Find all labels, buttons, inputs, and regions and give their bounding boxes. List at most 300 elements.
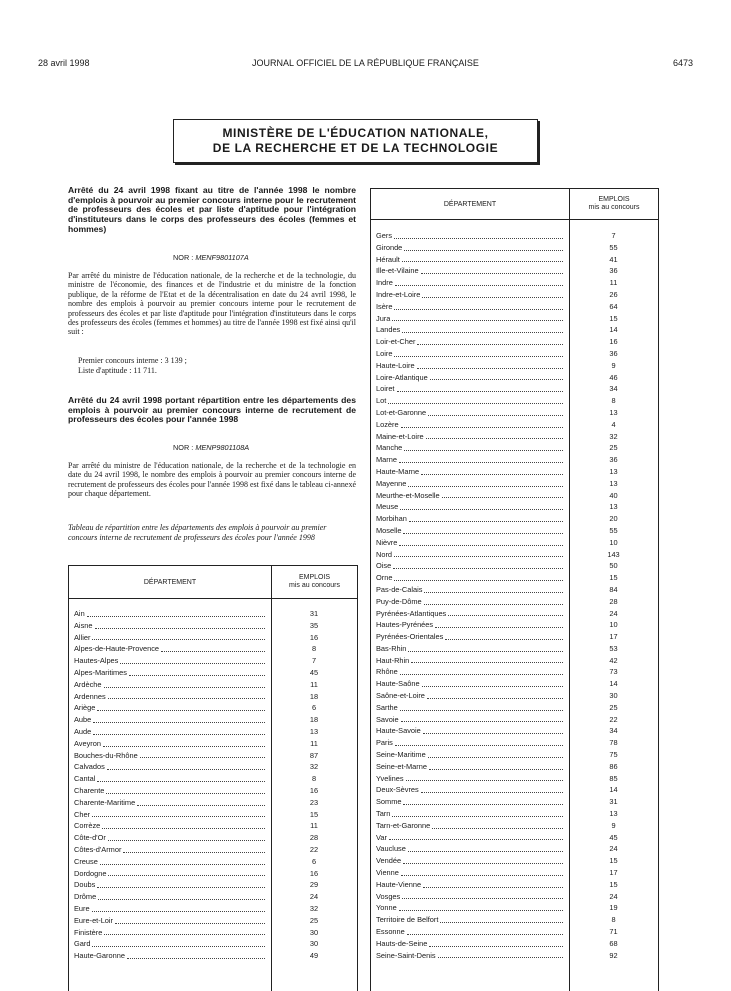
table-row bbox=[371, 891, 658, 903]
table-row bbox=[69, 761, 357, 773]
emplois-value: 10 bbox=[609, 537, 618, 547]
emplois-value: 18 bbox=[309, 715, 319, 725]
emplois-value: 34 bbox=[609, 384, 618, 394]
leader-dots bbox=[424, 592, 563, 593]
department-name: Aude bbox=[74, 726, 92, 736]
emplois-value: 11 bbox=[310, 821, 318, 831]
department-name: Alpes-Maritimes bbox=[74, 667, 127, 677]
leader-dots bbox=[95, 628, 265, 629]
emplois-value: 75 bbox=[609, 750, 618, 760]
department-name: Alpes-de-Haute-Provence bbox=[74, 644, 160, 654]
department-name: Territoire de Belfort bbox=[376, 915, 439, 925]
table-row bbox=[371, 395, 658, 407]
department-name: Vendée bbox=[376, 856, 402, 866]
emplois-value: 15 bbox=[309, 809, 319, 819]
article2-nor-code: MENP9801108A bbox=[195, 443, 250, 452]
leader-dots bbox=[92, 946, 265, 947]
department-name: Vienne bbox=[376, 868, 399, 878]
table-header bbox=[69, 566, 357, 599]
leader-dots bbox=[120, 663, 265, 664]
article1-line1: Premier concours interne : 3 139 ; bbox=[78, 356, 187, 365]
emplois-value: 14 bbox=[609, 325, 618, 335]
leader-dots bbox=[388, 403, 563, 404]
department-name: Puy-de-Dôme bbox=[376, 596, 422, 606]
department-name: Nièvre bbox=[376, 537, 398, 547]
department-name: Haute-Vienne bbox=[376, 879, 422, 889]
table-row bbox=[371, 537, 658, 549]
column-header-department: DÉPARTEMENT bbox=[69, 566, 272, 598]
article2-title: Arrêté du 24 avril 1998 portant répartition entre les départements des emplois à pourvoir au premier concours interne de recrutement de professeurs des écoles pour l'année 1998 bbox=[68, 395, 356, 425]
emplois-value: 32 bbox=[309, 762, 319, 772]
emplois-value: 13 bbox=[609, 407, 618, 417]
leader-dots bbox=[100, 864, 265, 865]
table-row bbox=[69, 679, 357, 691]
department-name: Manche bbox=[376, 443, 403, 453]
emplois-value: 25 bbox=[609, 443, 618, 453]
emplois-value: 9 bbox=[611, 360, 616, 370]
article2-nor-label: NOR : bbox=[173, 443, 194, 452]
leader-dots bbox=[102, 828, 265, 829]
table-row bbox=[69, 820, 357, 832]
department-name: Saône-et-Loire bbox=[376, 691, 425, 701]
table-row bbox=[371, 313, 658, 325]
table-row bbox=[371, 383, 658, 395]
table-row bbox=[371, 690, 658, 702]
leader-dots bbox=[421, 792, 563, 793]
leader-dots bbox=[394, 356, 563, 357]
table-row bbox=[371, 372, 658, 384]
emplois-value: 45 bbox=[609, 832, 618, 842]
table-row bbox=[69, 702, 357, 714]
leader-dots bbox=[87, 616, 265, 617]
leader-dots bbox=[104, 687, 265, 688]
leader-dots bbox=[403, 804, 563, 805]
table-row bbox=[371, 926, 658, 938]
table-row bbox=[69, 608, 357, 620]
leader-dots bbox=[401, 427, 563, 428]
department-name: Côte-d'Or bbox=[74, 833, 106, 843]
emplois-value: 85 bbox=[609, 773, 618, 783]
leader-dots bbox=[403, 863, 563, 864]
department-name: Haute-Garonne bbox=[74, 951, 125, 961]
emplois-value: 15 bbox=[609, 573, 618, 583]
department-name: Ain bbox=[74, 609, 85, 618]
emplois-value: 13 bbox=[609, 809, 618, 819]
ministry-heading-box bbox=[173, 119, 538, 163]
emplois-value: 13 bbox=[609, 466, 618, 476]
emplois-value: 15 bbox=[609, 879, 618, 889]
table-row bbox=[69, 643, 357, 655]
emplois-value: 86 bbox=[609, 761, 618, 771]
leader-dots bbox=[422, 686, 563, 687]
ministry-heading-line1: MINISTÈRE DE L'ÉDUCATION NATIONALE, bbox=[222, 126, 489, 140]
emplois-value: 16 bbox=[309, 632, 319, 642]
leader-dots bbox=[435, 627, 563, 628]
leader-dots bbox=[400, 509, 563, 510]
leader-dots bbox=[421, 273, 563, 274]
leader-dots bbox=[404, 450, 563, 451]
leader-dots bbox=[389, 839, 563, 840]
emplois-value: 55 bbox=[609, 242, 618, 252]
department-name: Ille-et-Vilaine bbox=[376, 266, 419, 276]
department-name: Mayenne bbox=[376, 478, 407, 488]
table-row bbox=[371, 242, 658, 254]
emplois-value: 8 bbox=[311, 774, 317, 784]
article1-line2: Liste d'aptitude : 11 711. bbox=[78, 366, 157, 375]
emplois-value: 31 bbox=[609, 797, 618, 807]
table-row bbox=[69, 620, 357, 632]
emplois-value: 7 bbox=[611, 231, 616, 240]
table-row bbox=[69, 832, 357, 844]
leader-dots bbox=[161, 651, 265, 652]
department-name: Dordogne bbox=[74, 868, 107, 878]
emplois-value: 46 bbox=[609, 372, 618, 382]
department-name: Hérault bbox=[376, 254, 400, 264]
department-name: Lot bbox=[376, 396, 387, 406]
article1-nor bbox=[173, 253, 249, 262]
table-row bbox=[371, 843, 658, 855]
department-name: Seine-et-Marne bbox=[376, 761, 427, 771]
table-header bbox=[371, 189, 658, 220]
column-header-department: DÉPARTEMENT bbox=[371, 189, 570, 219]
emplois-value: 17 bbox=[609, 868, 618, 878]
leader-dots bbox=[93, 722, 265, 723]
leader-dots bbox=[399, 462, 563, 463]
leader-dots bbox=[402, 332, 563, 333]
emplois-value: 30 bbox=[309, 927, 319, 937]
department-name: Gironde bbox=[376, 242, 403, 252]
table-row bbox=[371, 773, 658, 785]
table-row bbox=[371, 419, 658, 431]
emplois-value: 35 bbox=[309, 620, 319, 630]
department-name: Meurthe-et-Moselle bbox=[376, 490, 440, 500]
department-name: Var bbox=[376, 832, 387, 842]
table-row bbox=[371, 855, 658, 867]
table-row bbox=[371, 808, 658, 820]
table-row bbox=[69, 856, 357, 868]
leader-dots bbox=[402, 898, 563, 899]
leader-dots bbox=[393, 568, 563, 569]
department-name: Meuse bbox=[376, 502, 399, 512]
emplois-value: 14 bbox=[609, 679, 618, 689]
emplois-value: 25 bbox=[609, 702, 618, 712]
table-row bbox=[371, 549, 658, 561]
leader-dots bbox=[108, 875, 265, 876]
department-name: Loir-et-Cher bbox=[376, 337, 416, 347]
department-name: Haute-Marne bbox=[376, 466, 420, 476]
leader-dots bbox=[394, 556, 563, 557]
table-row bbox=[69, 938, 357, 950]
leader-dots bbox=[430, 379, 563, 380]
table-row bbox=[69, 773, 357, 785]
emplois-value: 13 bbox=[609, 478, 618, 488]
leader-dots bbox=[411, 662, 563, 663]
table-row bbox=[69, 667, 357, 679]
department-name: Loire-Atlantique bbox=[376, 372, 428, 382]
table-row bbox=[69, 903, 357, 915]
department-name: Pyrénées-Orientales bbox=[376, 632, 444, 642]
leader-dots bbox=[407, 934, 563, 935]
emplois-value: 7 bbox=[311, 656, 317, 666]
leader-dots bbox=[92, 911, 265, 912]
emplois-value: 29 bbox=[309, 880, 319, 890]
emplois-value: 24 bbox=[609, 844, 618, 854]
article1-title: Arrêté du 24 avril 1998 fixant au titre de l'année 1998 le nombre d'emplois à pourvoir au premier concours interne pour le recrutement de professeurs des écoles et par liste d'aptitude pour l'intégration d'instituteurs dans le corps des professeurs des écoles (femmes et hommes) bbox=[68, 185, 356, 234]
leader-dots bbox=[106, 793, 265, 794]
leader-dots bbox=[401, 875, 563, 876]
leader-dots bbox=[426, 438, 563, 439]
table-row bbox=[69, 844, 357, 856]
table-caption: Tableau de répartition entre les départements des emplois à pourvoir au premier concours interne de recrutement de professeurs des écoles pour l'année 1998 bbox=[68, 523, 327, 542]
table-row bbox=[371, 324, 658, 336]
table-row bbox=[69, 809, 357, 821]
table-row bbox=[371, 525, 658, 537]
leader-dots bbox=[448, 615, 563, 616]
leader-dots bbox=[406, 780, 563, 781]
table-row bbox=[371, 407, 658, 419]
table-row bbox=[371, 619, 658, 631]
leader-dots bbox=[432, 828, 563, 829]
leader-dots bbox=[400, 710, 563, 711]
department-name: Lot-et-Garonne bbox=[376, 407, 427, 417]
department-name: Lozère bbox=[376, 419, 399, 429]
emplois-value: 13 bbox=[609, 502, 618, 512]
table-row bbox=[371, 348, 658, 360]
emplois-value: 16 bbox=[309, 785, 319, 795]
table-row bbox=[69, 915, 357, 927]
emplois-value: 13 bbox=[309, 726, 319, 736]
table-row bbox=[371, 867, 658, 879]
leader-dots bbox=[429, 946, 563, 947]
table-row bbox=[371, 431, 658, 443]
emplois-value: 92 bbox=[609, 950, 618, 960]
table-row bbox=[371, 784, 658, 796]
emplois-value: 10 bbox=[609, 620, 618, 630]
leader-dots bbox=[92, 816, 265, 817]
leader-dots bbox=[421, 474, 563, 475]
table-row bbox=[371, 737, 658, 749]
department-name: Tarn bbox=[376, 809, 391, 819]
table-row bbox=[371, 254, 658, 266]
table-row bbox=[69, 950, 357, 962]
emplois-value: 22 bbox=[609, 714, 618, 724]
leader-dots bbox=[423, 887, 563, 888]
table-row bbox=[371, 478, 658, 490]
table-row bbox=[371, 796, 658, 808]
leader-dots bbox=[445, 639, 563, 640]
leader-dots bbox=[103, 746, 265, 747]
emplois-value: 30 bbox=[609, 691, 618, 701]
department-name: Loire bbox=[376, 348, 393, 358]
table-row bbox=[371, 879, 658, 891]
leader-dots bbox=[108, 840, 265, 841]
table-row bbox=[371, 490, 658, 502]
department-name: Eure bbox=[74, 903, 90, 913]
table-row bbox=[371, 631, 658, 643]
table-row bbox=[371, 725, 658, 737]
table-row bbox=[371, 230, 658, 242]
department-name: Landes bbox=[376, 325, 401, 335]
emplois-value: 15 bbox=[609, 313, 618, 323]
department-name: Oise bbox=[376, 561, 392, 571]
department-name: Gard bbox=[74, 939, 91, 949]
emplois-value: 4 bbox=[611, 419, 616, 429]
leader-dots bbox=[129, 675, 265, 676]
department-name: Marne bbox=[376, 455, 397, 465]
emplois-value: 73 bbox=[609, 667, 618, 677]
emplois-value: 16 bbox=[309, 868, 319, 878]
table-row bbox=[371, 466, 658, 478]
header-date: 28 avril 1998 bbox=[38, 58, 90, 68]
emplois-value: 53 bbox=[609, 643, 618, 653]
department-name: Tarn-et-Garonne bbox=[376, 820, 431, 830]
emplois-value: 24 bbox=[609, 891, 618, 901]
department-name: Ardennes bbox=[74, 691, 106, 701]
emplois-value: 6 bbox=[311, 703, 317, 713]
leader-dots bbox=[440, 922, 563, 923]
emplois-value: 28 bbox=[609, 596, 618, 606]
emplois-value: 17 bbox=[609, 632, 618, 642]
emplois-value: 26 bbox=[609, 289, 618, 299]
department-name: Bouches-du-Rhône bbox=[74, 750, 138, 760]
department-name: Corrèze bbox=[74, 821, 101, 831]
leader-dots bbox=[428, 757, 563, 758]
leader-dots bbox=[402, 261, 563, 262]
department-name: Isère bbox=[376, 301, 393, 311]
department-name: Allier bbox=[74, 632, 91, 642]
column-header-emplois-line1: EMPLOIS bbox=[298, 573, 331, 581]
emplois-value: 32 bbox=[609, 431, 618, 441]
emplois-value: 8 bbox=[311, 644, 317, 654]
table-row bbox=[69, 691, 357, 703]
leader-dots bbox=[92, 639, 265, 640]
leader-dots bbox=[127, 958, 265, 959]
emplois-value: 55 bbox=[609, 525, 618, 535]
department-name: Doubs bbox=[74, 880, 96, 890]
leader-dots bbox=[417, 344, 563, 345]
department-name: Indre bbox=[376, 278, 393, 288]
department-name: Creuse bbox=[74, 856, 98, 866]
emplois-value: 24 bbox=[609, 608, 618, 618]
leader-dots bbox=[401, 721, 563, 722]
department-name: Vosges bbox=[376, 891, 401, 901]
table-row bbox=[371, 938, 658, 950]
leader-dots bbox=[392, 320, 563, 321]
department-name: Eure-et-Loir bbox=[74, 915, 114, 925]
department-name: Pas-de-Calais bbox=[376, 584, 423, 594]
table-row bbox=[69, 797, 357, 809]
table-row bbox=[371, 442, 658, 454]
department-name: Drôme bbox=[74, 892, 97, 902]
department-name: Yonne bbox=[376, 903, 397, 913]
department-name: Ariège bbox=[74, 703, 96, 713]
table-row bbox=[371, 643, 658, 655]
emplois-value: 6 bbox=[311, 856, 317, 866]
department-name: Haute-Savoie bbox=[376, 726, 421, 736]
department-name: Moselle bbox=[376, 525, 402, 535]
emplois-value: 8 bbox=[611, 396, 616, 406]
leader-dots bbox=[408, 851, 563, 852]
emplois-value: 64 bbox=[609, 301, 618, 311]
table-row bbox=[69, 891, 357, 903]
emplois-value: 49 bbox=[309, 951, 319, 961]
leader-dots bbox=[397, 391, 563, 392]
department-name: Paris bbox=[376, 738, 393, 748]
emplois-value: 42 bbox=[609, 655, 618, 665]
department-name: Aube bbox=[74, 715, 92, 725]
leader-dots bbox=[394, 309, 563, 310]
emplois-value: 20 bbox=[609, 514, 618, 524]
leader-dots bbox=[424, 604, 563, 605]
table-row bbox=[371, 914, 658, 926]
emplois-value: 23 bbox=[309, 797, 319, 807]
emplois-value: 15 bbox=[609, 856, 618, 866]
emplois-value: 11 bbox=[310, 738, 318, 748]
emplois-value: 30 bbox=[309, 939, 319, 949]
department-name: Essonne bbox=[376, 927, 405, 937]
emplois-value: 71 bbox=[609, 927, 618, 937]
department-name: Hautes-Alpes bbox=[74, 656, 119, 666]
department-name: Cher bbox=[74, 809, 91, 819]
department-name: Indre-et-Loire bbox=[376, 289, 421, 299]
department-name: Jura bbox=[376, 313, 391, 323]
leader-dots bbox=[429, 769, 563, 770]
emplois-value: 41 bbox=[609, 254, 618, 264]
department-name: Hauts-de-Seine bbox=[376, 938, 428, 948]
leader-dots bbox=[115, 923, 265, 924]
table-row bbox=[371, 714, 658, 726]
emplois-value: 34 bbox=[609, 726, 618, 736]
emplois-value: 31 bbox=[309, 609, 319, 618]
header-journal-title: JOURNAL OFFICIEL DE LA RÉPUBLIQUE FRANÇAISE bbox=[252, 58, 479, 68]
department-name: Orne bbox=[376, 573, 393, 583]
emplois-value: 22 bbox=[309, 844, 319, 854]
department-name: Haut-Rhin bbox=[376, 655, 410, 665]
table-row bbox=[371, 655, 658, 667]
department-name: Loiret bbox=[376, 384, 395, 394]
department-name: Aisne bbox=[74, 620, 93, 630]
table-row bbox=[371, 832, 658, 844]
table-body bbox=[69, 608, 357, 962]
table-row bbox=[371, 454, 658, 466]
table-row bbox=[371, 572, 658, 584]
leader-dots bbox=[408, 486, 563, 487]
table-row bbox=[69, 714, 357, 726]
table-row bbox=[371, 678, 658, 690]
article2-nor bbox=[173, 443, 249, 452]
leader-dots bbox=[137, 805, 265, 806]
leader-dots bbox=[394, 238, 563, 239]
department-name: Cantal bbox=[74, 774, 96, 784]
leader-dots bbox=[442, 497, 563, 498]
emplois-value: 25 bbox=[309, 915, 319, 925]
leader-dots bbox=[417, 368, 563, 369]
leader-dots bbox=[97, 710, 265, 711]
department-name: Deux-Sèvres bbox=[376, 785, 419, 795]
emplois-value: 19 bbox=[609, 903, 618, 913]
leader-dots bbox=[400, 674, 563, 675]
department-name: Gers bbox=[376, 231, 393, 240]
emplois-value: 16 bbox=[609, 337, 618, 347]
department-name: Charente bbox=[74, 785, 105, 795]
table-row bbox=[371, 902, 658, 914]
leader-dots bbox=[399, 910, 563, 911]
column-header-emplois-line2: mis au concours bbox=[588, 204, 640, 211]
emplois-value: 78 bbox=[609, 738, 618, 748]
table-row bbox=[69, 868, 357, 880]
table-row bbox=[371, 289, 658, 301]
leader-dots bbox=[107, 769, 265, 770]
